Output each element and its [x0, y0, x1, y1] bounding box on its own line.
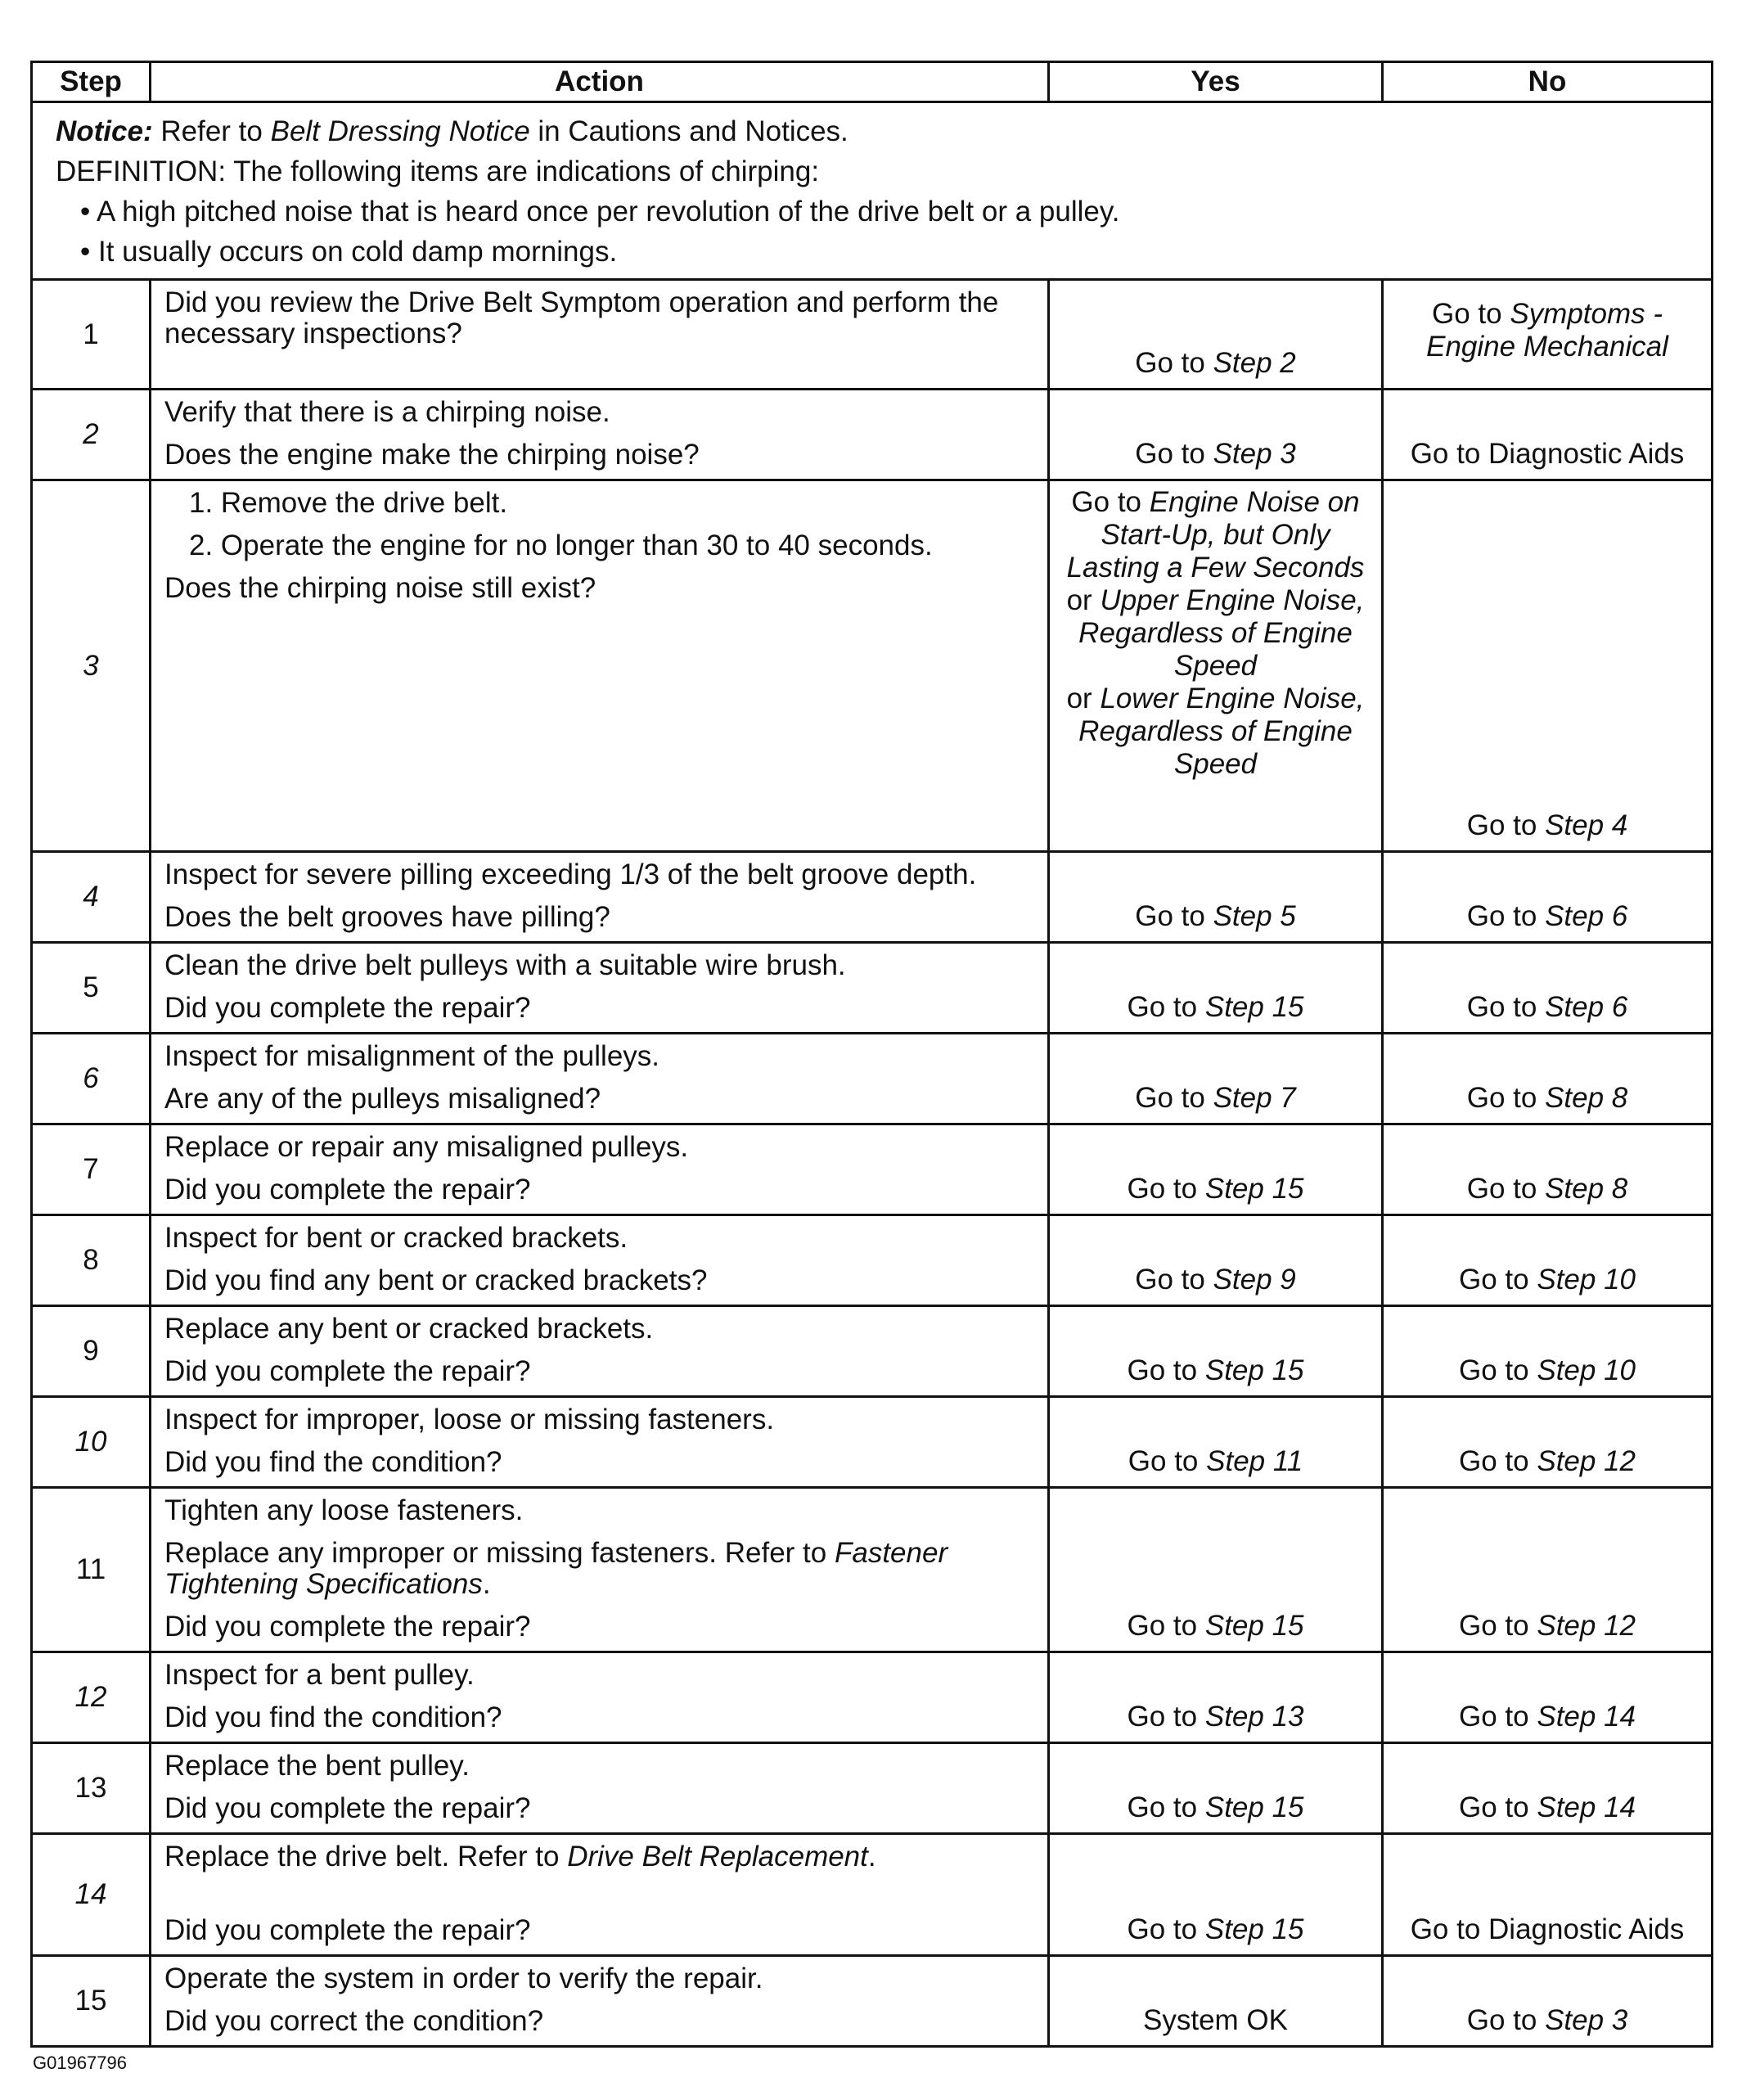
table-row	[32, 1124, 1713, 1215]
no-cell: Go to Step 12	[1383, 1397, 1713, 1488]
no-cell: Go to Diagnostic Aids	[1383, 1834, 1713, 1956]
table-row	[32, 480, 1713, 852]
diagnostic-table	[30, 61, 1713, 2048]
notice-ref: Belt Dressing Notice	[270, 115, 530, 147]
action-cell: Inspect for misalignment of the pulleys. Are any of the pulleys misaligned?	[151, 1034, 1049, 1124]
yes-cell: Go to Step 5	[1049, 852, 1383, 943]
yes-cell: Go to Step 15	[1049, 1306, 1383, 1397]
header-action: Action	[151, 62, 1049, 102]
yes-cell: Go to Step 13	[1049, 1652, 1383, 1743]
step-number: 2	[32, 390, 151, 480]
step-number: 1	[32, 280, 151, 390]
no-cell: Go to Step 10	[1383, 1215, 1713, 1306]
no-cell: Go to Step 4	[1383, 480, 1713, 852]
step-number: 6	[32, 1034, 151, 1124]
notice-cell	[32, 102, 1713, 280]
header-no: No	[1383, 62, 1713, 102]
table-row	[32, 1652, 1713, 1743]
yes-cell: System OK	[1049, 1956, 1383, 2047]
table-row	[32, 1034, 1713, 1124]
no-cell: Go to Step 8	[1383, 1034, 1713, 1124]
no-cell: Go to Step 14	[1383, 1652, 1713, 1743]
action-cell: Operate the system in order to verify the repair. Did you correct the condition?	[151, 1956, 1049, 2047]
table-row	[32, 1306, 1713, 1397]
action-cell: Verify that there is a chirping noise. Does the engine make the chirping noise?	[151, 390, 1049, 480]
no-cell: Go to Step 8	[1383, 1124, 1713, 1215]
table-row	[32, 280, 1713, 390]
action-cell: Inspect for severe pilling exceeding 1/3 of the belt groove depth. Does the belt grooves have pilling?	[151, 852, 1049, 943]
no-cell: Go to Symptoms - Engine Mechanical	[1383, 280, 1713, 390]
header-step: Step	[32, 62, 151, 102]
table-row	[32, 1956, 1713, 2047]
action-cell: Did you review the Drive Belt Symptom operation and perform the necessary inspections?	[151, 280, 1049, 390]
action-cell: Inspect for bent or cracked brackets. Did you find any bent or cracked brackets?	[151, 1215, 1049, 1306]
table-row	[32, 1743, 1713, 1834]
notice-label: Notice:	[56, 115, 153, 147]
action-cell: 1. Remove the drive belt. 2. Operate the engine for no longer than 30 to 40 seconds. Does the chirping noise still exist?	[151, 480, 1049, 852]
header-row	[32, 62, 1713, 102]
no-cell: Go to Step 6	[1383, 852, 1713, 943]
header-yes: Yes	[1049, 62, 1383, 102]
action-cell: Replace or repair any misaligned pulleys. Did you complete the repair?	[151, 1124, 1049, 1215]
yes-cell: Go to Step 9	[1049, 1215, 1383, 1306]
yes-cell: Go to Step 11	[1049, 1397, 1383, 1488]
step-number: 5	[32, 943, 151, 1034]
action-cell: Tighten any loose fasteners. Replace any improper or missing fasteners. Refer to Fastener Tightening Specifications. Did you complete the repair?	[151, 1488, 1049, 1652]
step-number: 12	[32, 1652, 151, 1743]
definition-line: DEFINITION: The following items are indications of chirping:	[56, 155, 820, 187]
step-number: 3	[32, 480, 151, 852]
action-cell: Inspect for improper, loose or missing fasteners. Did you find the condition?	[151, 1397, 1049, 1488]
step-number: 7	[32, 1124, 151, 1215]
step-number: 11	[32, 1488, 151, 1652]
bullet-item: • A high pitched noise that is heard once per revolution of the drive belt or a pulley.	[80, 196, 1120, 228]
step-number: 4	[32, 852, 151, 943]
table-row	[32, 1397, 1713, 1488]
table-row	[32, 390, 1713, 480]
diagnostic-table-container	[30, 61, 1711, 2048]
action-cell: Clean the drive belt pulleys with a suitable wire brush. Did you complete the repair?	[151, 943, 1049, 1034]
bullet-item: • It usually occurs on cold damp mornings.	[80, 236, 618, 268]
figure-id-caption: G01967796	[33, 2053, 127, 2073]
yes-cell: Go to Step 15	[1049, 943, 1383, 1034]
no-cell: Go to Step 14	[1383, 1743, 1713, 1834]
no-cell: Go to Step 10	[1383, 1306, 1713, 1397]
yes-cell: Go to Step 7	[1049, 1034, 1383, 1124]
yes-cell: Go to Step 15	[1049, 1488, 1383, 1652]
yes-cell: Go to Step 15	[1049, 1124, 1383, 1215]
notice-line	[56, 111, 1693, 151]
action-cell: Inspect for a bent pulley. Did you find the condition?	[151, 1652, 1049, 1743]
notice-post: in Cautions and Notices.	[538, 115, 848, 147]
step-number: 8	[32, 1215, 151, 1306]
action-cell: Replace the drive belt. Refer to Drive Belt Replacement. Did you complete the repair?	[151, 1834, 1049, 1956]
yes-cell: Go to Step 2	[1049, 280, 1383, 390]
step-number: 10	[32, 1397, 151, 1488]
step-number: 9	[32, 1306, 151, 1397]
table-row	[32, 852, 1713, 943]
step-number: 14	[32, 1834, 151, 1956]
step-number: 15	[32, 1956, 151, 2047]
notice-pre: Refer to	[160, 115, 263, 147]
no-cell: Go to Diagnostic Aids	[1383, 390, 1713, 480]
notice-row	[32, 102, 1713, 280]
yes-cell: Go to Step 3	[1049, 390, 1383, 480]
table-row	[32, 943, 1713, 1034]
yes-cell: Go to Step 15	[1049, 1743, 1383, 1834]
action-cell: Replace any bent or cracked brackets. Did you complete the repair?	[151, 1306, 1049, 1397]
action-cell: Replace the bent pulley. Did you complete the repair?	[151, 1743, 1049, 1834]
yes-cell: Go to Engine Noise on Start-Up, but Only Lasting a Few Seconds or Upper Engine Noise, Regardless of Engine Speed or Lower Engine Noise, Regardless of Engine Speed	[1049, 480, 1383, 852]
table-row	[32, 1488, 1713, 1652]
yes-cell: Go to Step 15	[1049, 1834, 1383, 1956]
table-row	[32, 1215, 1713, 1306]
no-cell: Go to Step 3	[1383, 1956, 1713, 2047]
no-cell: Go to Step 6	[1383, 943, 1713, 1034]
step-number: 13	[32, 1743, 151, 1834]
no-cell: Go to Step 12	[1383, 1488, 1713, 1652]
table-row	[32, 1834, 1713, 1956]
